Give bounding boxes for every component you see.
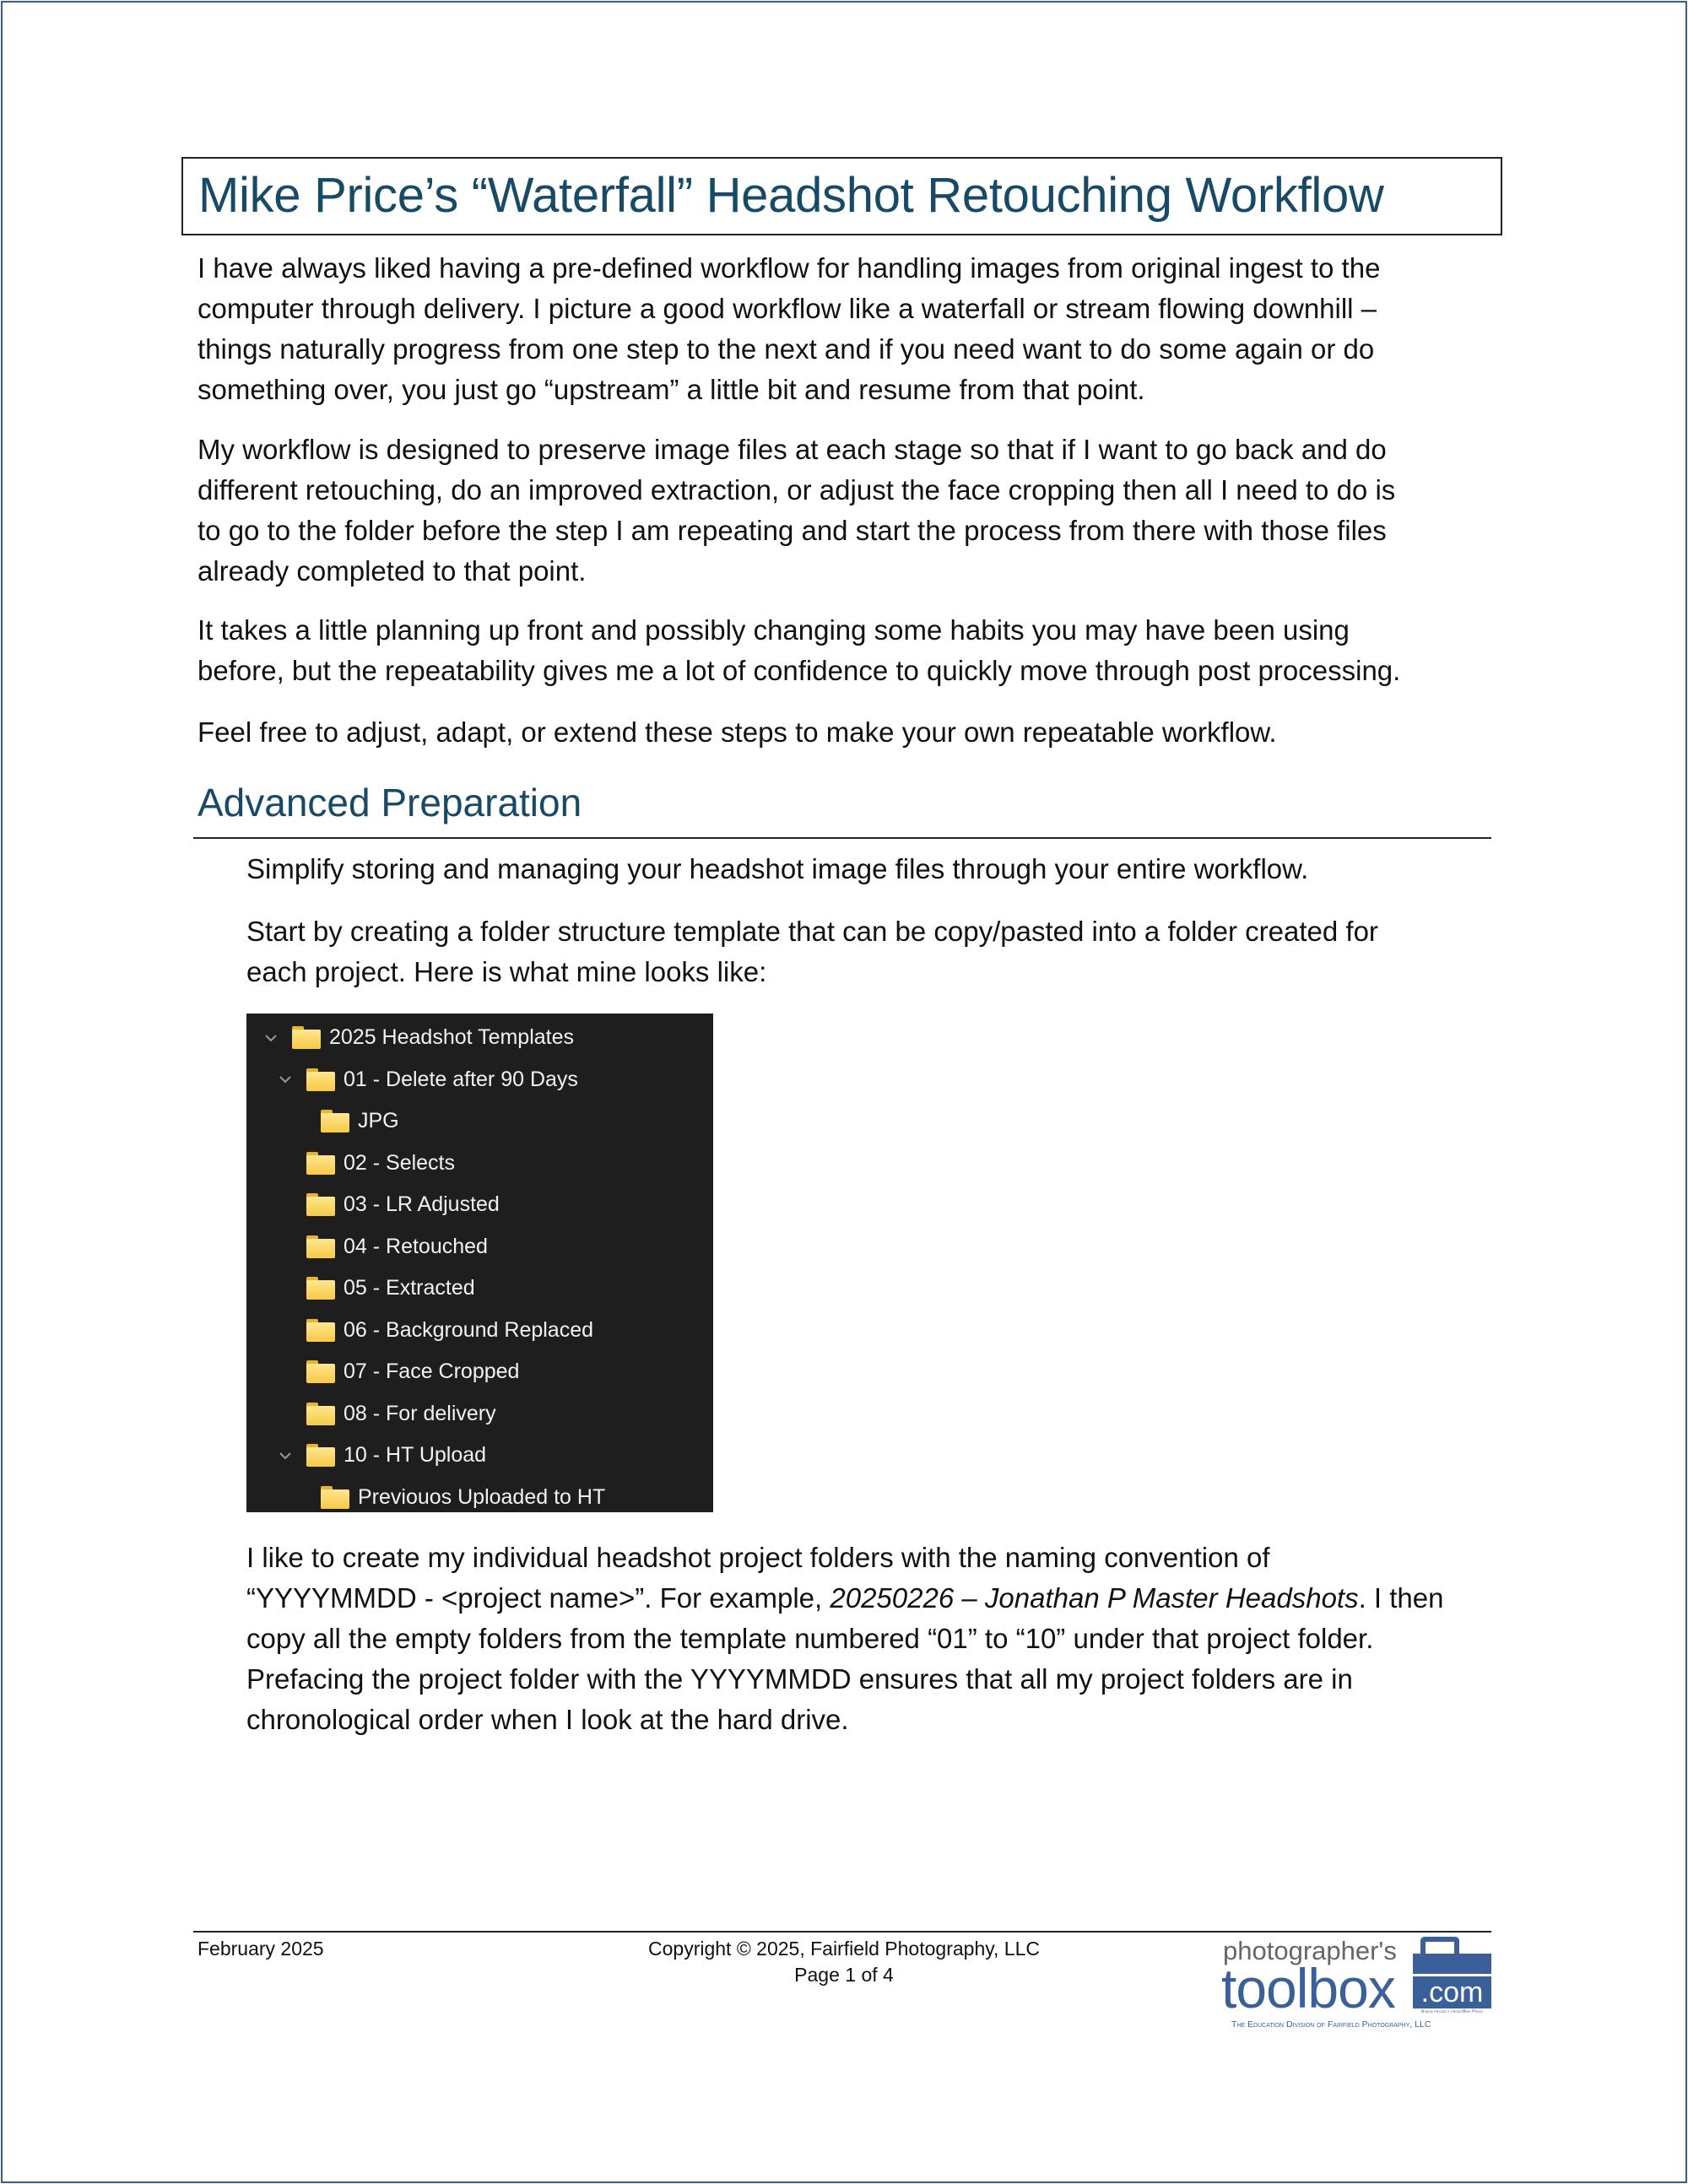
folder-tree-item[interactable] — [276, 1310, 593, 1351]
example-folder-name: 20250226 – Jonathan P Master Headshots — [830, 1582, 1359, 1614]
folder-label: 10 - HT Upload — [344, 1443, 487, 1467]
chevron-spacer — [276, 1237, 295, 1256]
text-line: Feel free to adjust, adapt, or extend these steps to make your own repeatable workflow. — [197, 716, 1277, 748]
folder-icon — [292, 1026, 321, 1049]
folder-tree-screenshot — [246, 1014, 713, 1512]
folder-label: 01 - Delete after 90 Days — [344, 1067, 578, 1091]
footer-date: February 2025 — [197, 1938, 324, 1960]
folder-icon — [306, 1193, 335, 1216]
folder-label: JPG — [358, 1109, 399, 1133]
text-line: I have always liked having a pre-defined workflow for handling images from original ingest to the — [197, 252, 1381, 284]
folder-label: 04 - Retouched — [344, 1234, 488, 1258]
text-segment: . I then — [1358, 1582, 1444, 1614]
folder-label: 03 - LR Adjusted — [344, 1192, 500, 1216]
chevron-spacer — [290, 1112, 309, 1131]
text-line: different retouching, do an improved extraction, or adjust the face cropping then all I need to do is — [197, 474, 1396, 505]
footer-center — [591, 1936, 1097, 1988]
folder-tree-item[interactable] — [276, 1268, 475, 1309]
logo-badge: .com — [1413, 1976, 1491, 2008]
footer-copyright: Copyright © 2025, Fairfield Photography, LLC — [648, 1938, 1040, 1960]
text-line: Simplify storing and managing your headshot image files through your entire workflow. — [246, 853, 1309, 884]
chevron-down-icon[interactable] — [276, 1070, 295, 1089]
folder-tree-item[interactable] — [276, 1184, 500, 1225]
folder-tree-item[interactable] — [276, 1143, 455, 1184]
logo-small-tagline: A new project from Mike Price — [1420, 2009, 1484, 2014]
toolbox-lid-icon — [1413, 1954, 1491, 1974]
section-rule — [193, 837, 1491, 839]
intro-paragraph-2 — [197, 430, 1395, 592]
text-line: I like to create my individual headshot project folders with the naming convention of — [246, 1542, 1270, 1573]
text-line — [246, 1578, 1444, 1619]
chevron-spacer — [276, 1279, 295, 1298]
folder-label: 07 - Face Cropped — [344, 1360, 520, 1383]
chevron-down-icon[interactable] — [262, 1029, 280, 1047]
page-title: Mike Price’s “Waterfall” Headshot Retouching Workflow — [198, 168, 1384, 223]
text-line: Prefacing the project folder with the YYYYMMDD ensures that all my project folders are in — [246, 1663, 1353, 1695]
chevron-spacer — [276, 1321, 295, 1339]
folder-tree-item[interactable] — [290, 1477, 605, 1518]
folder-icon — [306, 1403, 335, 1425]
folder-icon — [306, 1319, 335, 1342]
text-line: things naturally progress from one step to the next and if you need want to do some again or do — [197, 333, 1375, 365]
folder-icon — [306, 1360, 335, 1383]
folder-icon — [306, 1152, 335, 1175]
chevron-spacer — [276, 1363, 295, 1381]
text-line: computer through delivery. I picture a good workflow like a waterfall or stream flowing downhill – — [197, 293, 1377, 324]
folder-tree-item[interactable] — [276, 1393, 496, 1435]
folder-label: 08 - For delivery — [344, 1401, 496, 1425]
folder-label: 06 - Background Replaced — [344, 1317, 594, 1342]
folder-tree-item[interactable] — [276, 1351, 519, 1392]
intro-paragraph-1 — [197, 248, 1380, 410]
folder-icon — [306, 1068, 335, 1091]
folder-icon — [321, 1486, 349, 1509]
folder-tree-item[interactable] — [276, 1226, 488, 1268]
section-paragraph-1 — [246, 849, 1308, 889]
folder-label: 05 - Extracted — [344, 1276, 475, 1300]
section-paragraph-3 — [246, 1538, 1444, 1740]
text-line: chronological order when I look at the hard drive. — [246, 1704, 849, 1735]
logo-line2: toolbox — [1221, 1957, 1395, 2019]
chevron-spacer — [276, 1196, 295, 1214]
folder-icon — [321, 1110, 349, 1133]
section-heading: Advanced Preparation — [197, 781, 582, 824]
intro-paragraph-3 — [197, 610, 1400, 691]
section-paragraph-2 — [246, 911, 1378, 992]
text-line: copy all the empty folders from the template numbered “01” to “10” under that project folder. — [246, 1623, 1374, 1654]
folder-label: 02 - Selects — [344, 1150, 456, 1175]
chevron-spacer — [290, 1488, 309, 1506]
chevron-down-icon[interactable] — [276, 1446, 295, 1465]
text-line: before, but the repeatability gives me a lot of confidence to quickly move through post processing. — [197, 655, 1401, 686]
text-line: It takes a little planning up front and possibly changing some habits you may have been using — [197, 614, 1350, 646]
toolbox-handle-icon — [1420, 1937, 1459, 1955]
title-box — [181, 157, 1502, 235]
photographers-toolbox-logo — [1221, 1933, 1500, 2038]
chevron-spacer — [276, 1404, 295, 1423]
folder-label: 2025 Headshot Templates — [329, 1025, 575, 1049]
intro-paragraph-4 — [197, 712, 1277, 753]
chevron-spacer — [276, 1154, 295, 1172]
text-line: each project. Here is what mine looks like: — [246, 956, 767, 987]
folder-label: Previouos Uploaded to HT — [358, 1484, 606, 1509]
folder-tree-item[interactable] — [276, 1059, 578, 1100]
folder-tree-item[interactable] — [276, 1435, 486, 1476]
folder-tree-item[interactable] — [262, 1017, 574, 1058]
text-line: to go to the folder before the step I am repeating and start the process from there with those files — [197, 515, 1387, 546]
text-line: already completed to that point. — [197, 555, 587, 587]
text-line: Start by creating a folder structure template that can be copy/pasted into a folder created for — [246, 916, 1378, 947]
folder-tree-item[interactable] — [290, 1100, 399, 1142]
footer-page-number: Page 1 of 4 — [794, 1964, 894, 1986]
logo-line1: photographer's — [1223, 1936, 1397, 1965]
text-line: My workflow is designed to preserve image files at each stage so that if I want to go back and do — [197, 434, 1387, 465]
text-line: something over, you just go “upstream” a little bit and resume from that point. — [197, 374, 1145, 405]
folder-icon — [306, 1277, 335, 1300]
text-segment: “YYYYMMDD - <project name>”. For example, — [246, 1582, 830, 1614]
logo-tagline: The Education Division of Fairfield Photography, LLC — [1231, 2019, 1431, 2030]
folder-icon — [306, 1444, 335, 1467]
folder-icon — [306, 1235, 335, 1258]
